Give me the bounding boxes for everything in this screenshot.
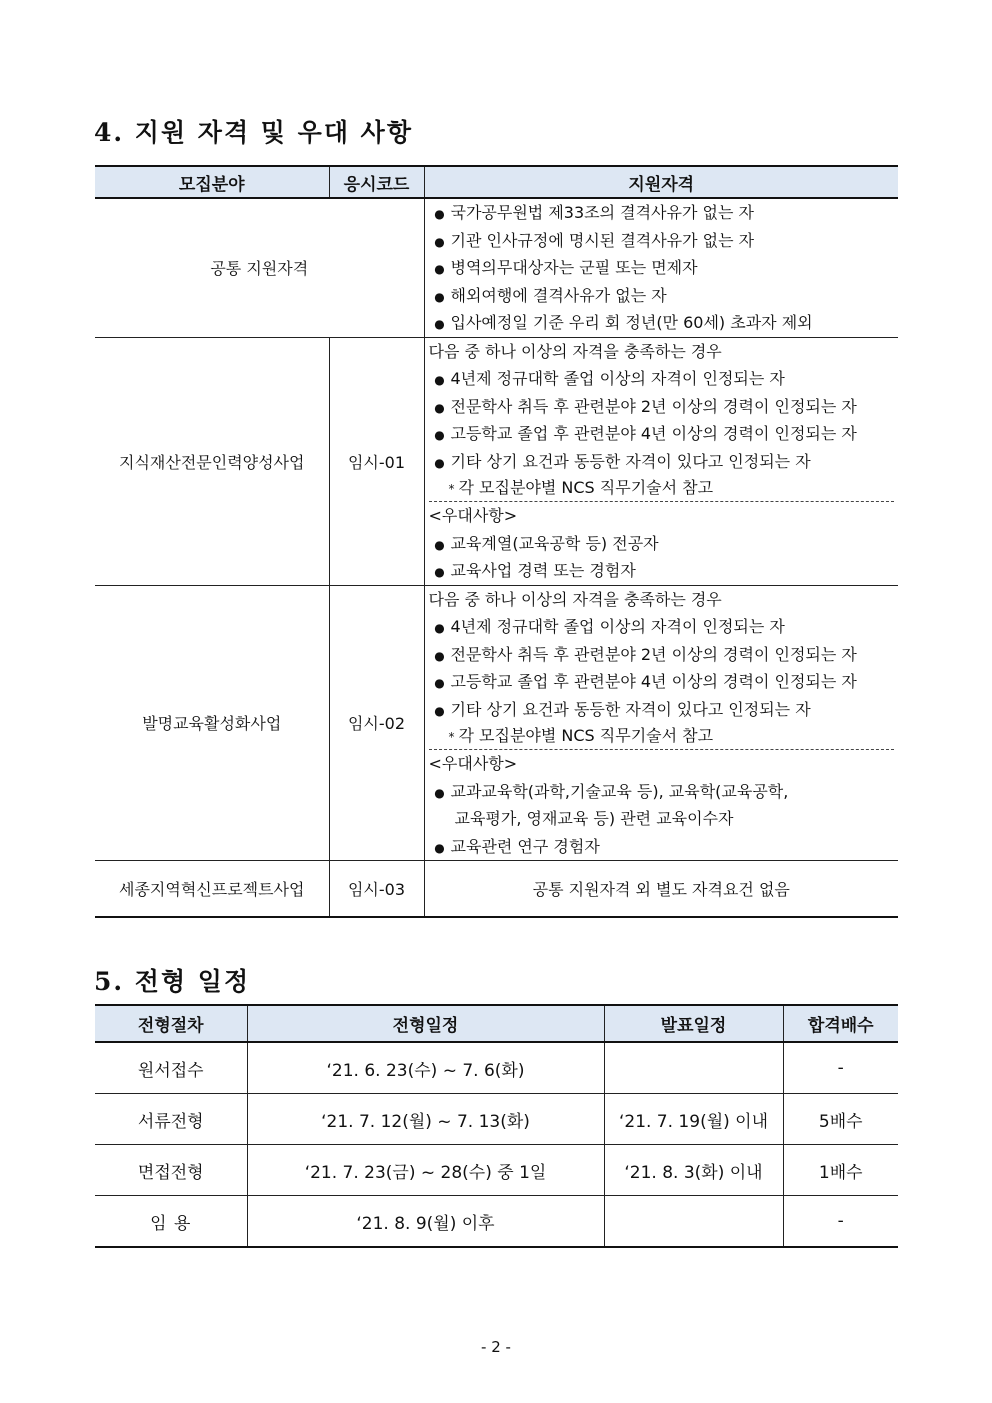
list-item: 해외여행에 결격사유가 없는 자 — [450, 285, 667, 305]
bullet-icon: ● — [434, 455, 445, 470]
list-item: 교육계열(교육공학 등) 전공자 — [450, 533, 659, 553]
qualification-table — [95, 165, 898, 918]
list-item: 전문학사 취득 후 관련분야 2년 이상의 경력이 인정되는 자 — [450, 644, 857, 664]
step-cell: 면접전형 — [95, 1145, 247, 1196]
multiple-cell: 5배수 — [783, 1094, 898, 1145]
schedule-cell: ‘21. 8. 9(월) 이후 — [247, 1196, 604, 1248]
list-item: 기타 상기 요건과 동등한 자격이 있다고 인정되는 자 — [450, 451, 811, 471]
qualification-cell — [424, 337, 898, 585]
list-item: 고등학교 졸업 후 관련분야 4년 이상의 경력이 인정되는 자 — [450, 672, 857, 691]
announce-cell — [604, 1042, 783, 1094]
dashed-divider — [429, 749, 895, 860]
step-cell: 임 용 — [95, 1196, 247, 1248]
page-number: - 2 - — [481, 1338, 511, 1356]
bullet-icon: ● — [434, 648, 445, 663]
list-item: 기타 상기 요건과 동등한 자격이 있다고 인정되는 자 — [450, 699, 811, 719]
schedule-table — [95, 1004, 898, 1248]
announce-cell: ‘21. 8. 3(화) 이내 — [604, 1145, 783, 1196]
list-item: 교육관련 연구 경험자 — [450, 836, 600, 856]
section5-title: 5. 전형 일정 — [94, 967, 251, 996]
bullet-icon: ● — [434, 262, 445, 276]
col-header-multiple: 합격배수 — [783, 1005, 898, 1042]
col-header-field: 모집분야 — [95, 166, 329, 198]
dashed-divider — [429, 501, 895, 585]
col-header-announcement: 발표일정 — [604, 1005, 783, 1042]
qualification-cell: 공통 지원자격 외 별도 자격요건 없음 — [424, 861, 898, 917]
bullet-icon: ● — [434, 537, 445, 552]
bullet-icon: ● — [434, 289, 445, 304]
announce-cell — [604, 1196, 783, 1248]
qualification-cell — [424, 585, 898, 861]
table-row — [95, 861, 898, 917]
bullet-icon: ● — [434, 373, 445, 387]
multiple-cell: 1배수 — [783, 1145, 898, 1196]
schedule-cell: ‘21. 7. 23(금) ~ 28(수) 중 1일 — [247, 1145, 604, 1196]
multiple-cell: - — [783, 1042, 898, 1094]
bullet-icon: ● — [434, 317, 445, 331]
field-cell: 세종지역혁신프로젝트사업 — [95, 861, 329, 917]
col-header-step: 전형절차 — [95, 1005, 247, 1042]
list-item: 교육사업 경력 또는 경험자 — [450, 561, 636, 580]
list-item: 기관 인사규정에 명시된 결격사유가 없는 자 — [450, 230, 755, 250]
announce-cell: ‘21. 7. 19(월) 이내 — [604, 1094, 783, 1145]
list-item: 입사예정일 기준 우리 회 정년(만 60세) 초과자 제외 — [450, 313, 813, 332]
col-header-schedule: 전형일정 — [247, 1005, 604, 1042]
step-cell: 원서접수 — [95, 1042, 247, 1094]
table-row — [95, 1145, 898, 1196]
schedule-cell: ‘21. 6. 23(수) ~ 7. 6(화) — [247, 1042, 604, 1094]
table-row — [95, 337, 898, 585]
step-cell: 서류전형 — [95, 1094, 247, 1145]
qualification-intro: 다음 중 하나 이상의 자격을 충족하는 경우 — [428, 589, 722, 609]
table-row — [95, 1094, 898, 1145]
list-item: 4년제 정규대학 졸업 이상의 자격이 인정되는 자 — [450, 369, 785, 388]
field-cell: 지식재산전문인력양성사업 — [95, 337, 329, 585]
code-cell: 임시-02 — [329, 585, 424, 861]
note-text: 각 모집분야별 NCS 직무기술서 참고 — [458, 726, 714, 745]
bullet-icon: ● — [434, 840, 445, 855]
code-cell: 임시-03 — [329, 861, 424, 917]
multiple-cell: - — [783, 1196, 898, 1248]
list-item: 교과교육학(과학,기술교육 등), 교육학(교육공학, — [450, 781, 789, 801]
list-item-continued: 교육평가, 영재교육 등) 관련 교육이수자 — [454, 809, 734, 828]
asterisk-icon: * — [448, 482, 455, 496]
list-item: 병역의무대상자는 군필 또는 면제자 — [450, 258, 698, 277]
section4-title: 4. 지원 자격 및 우대 사항 — [94, 118, 413, 147]
field-cell: 발명교육활성화사업 — [95, 585, 329, 861]
qualification-intro: 다음 중 하나 이상의 자격을 충족하는 경우 — [428, 341, 722, 361]
preference-title: <우대사항> — [428, 506, 518, 525]
bullet-icon: ● — [434, 676, 445, 690]
bullet-icon: ● — [434, 703, 445, 718]
list-item: 국가공무원법 제33조의 결격사유가 없는 자 — [450, 203, 754, 222]
bullet-icon: ● — [434, 207, 445, 221]
code-cell: 임시-01 — [329, 337, 424, 585]
list-item: 전문학사 취득 후 관련분야 2년 이상의 경력이 인정되는 자 — [450, 396, 857, 416]
bullet-icon: ● — [434, 400, 445, 415]
col-header-qualification: 지원자격 — [424, 166, 898, 198]
bullet-icon: ● — [434, 428, 445, 442]
bullet-icon: ● — [434, 621, 445, 635]
qualification-cell — [424, 198, 898, 337]
bullet-icon: ● — [434, 234, 445, 249]
note-text: 각 모집분야별 NCS 직무기술서 참고 — [458, 478, 714, 497]
col-header-code: 응시코드 — [329, 166, 424, 198]
schedule-cell: ‘21. 7. 12(월) ~ 7. 13(화) — [247, 1094, 604, 1145]
bullet-icon: ● — [434, 785, 445, 800]
table-row — [95, 198, 898, 337]
table-row — [95, 1196, 898, 1248]
preference-title: <우대사항> — [428, 754, 518, 773]
field-cell: 공통 지원자격 — [95, 198, 424, 337]
list-item: 4년제 정규대학 졸업 이상의 자격이 인정되는 자 — [450, 617, 785, 636]
table-row — [95, 1042, 898, 1094]
table-row — [95, 585, 898, 861]
list-item: 고등학교 졸업 후 관련분야 4년 이상의 경력이 인정되는 자 — [450, 424, 857, 443]
asterisk-icon: * — [448, 730, 455, 744]
bullet-icon: ● — [434, 565, 445, 579]
